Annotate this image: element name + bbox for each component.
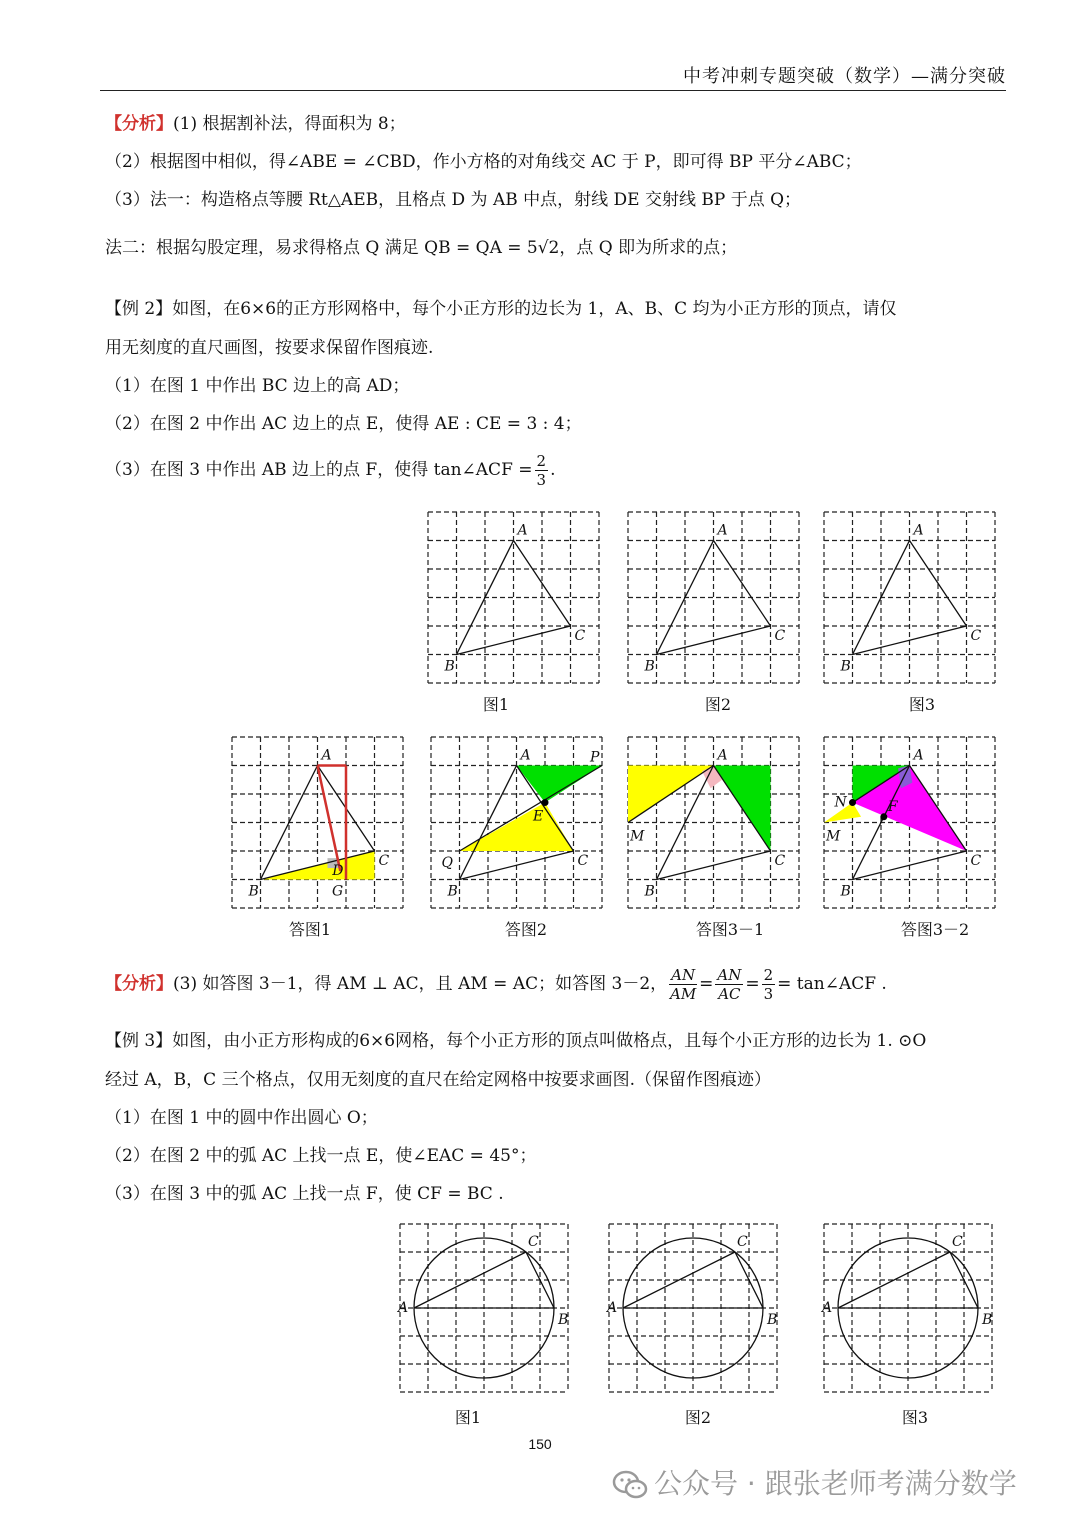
point-dot — [849, 799, 856, 806]
frac-num: 2 — [763, 966, 774, 984]
point-label-b: B — [840, 883, 851, 900]
example2-q2: （2）在图 2 中作出 AC 边上的点 E，使得 AE : CE = 3 : 4； — [105, 414, 582, 434]
frac-num: AN — [717, 966, 742, 984]
example3-q3: （3）在图 3 中的弧 AC 上找一点 F，使 CF = BC . — [105, 1184, 504, 1204]
figure-circle3 — [822, 1222, 994, 1394]
point-label-a: A — [913, 747, 924, 764]
figure-circle2 — [607, 1222, 779, 1394]
example3-line2: 经过 A，B，C 三个格点，仅用无刻度的直尺在给定网格中按要求画图.（保留作图痕迹） — [105, 1070, 771, 1090]
equals-sign: = — [699, 974, 714, 994]
point-label-b: B — [644, 883, 655, 900]
frac-den: 3 — [536, 471, 547, 489]
point-label-a: A — [717, 747, 728, 764]
example2-q3 — [105, 452, 555, 489]
analysis2-line — [105, 966, 887, 1003]
example3-line1: 【例 3】如图，由小正方形构成的6×6网格，每个小正方形的顶点叫做格点，且每个小正方形的边长为 1. ⊙O — [105, 1031, 927, 1051]
point-label-c: C — [952, 1234, 963, 1250]
example2-line1: 【例 2】如图，在6×6的正方形网格中，每个小正方形的边长为 1，A、B、C 均为小正方形的顶点，请仅 — [105, 299, 897, 319]
point-label-c: C — [737, 1234, 748, 1250]
point-label-b: B — [840, 658, 851, 675]
point-label-c: C — [528, 1234, 539, 1250]
figure-ex2-3 — [822, 510, 998, 684]
example3-q1: （1）在图 1 中的圆中作出圆心 O； — [105, 1108, 378, 1128]
figure-ex2-1 — [426, 510, 602, 684]
frac-den: AM — [670, 985, 697, 1003]
point-label-b: B — [644, 658, 655, 675]
fraction — [715, 966, 743, 1003]
frac-num: AN — [671, 966, 696, 984]
header-rule — [100, 90, 1006, 91]
point-label-b: B — [248, 883, 259, 900]
caption-fig2: 图2 — [704, 695, 732, 714]
watermark — [612, 1462, 1017, 1502]
point-label-c: C — [378, 853, 390, 869]
caption-answer3-2: 答图3－2 — [900, 920, 970, 939]
figure-answer3-1 — [626, 735, 802, 909]
example3-q2: （2）在图 2 中的弧 AC 上找一点 E，使∠EAC = 45°； — [105, 1146, 537, 1166]
point-label-d: D — [332, 862, 344, 879]
caption-fig1: 图1 — [482, 695, 510, 714]
point-label-a: A — [913, 522, 924, 539]
point-label-a: A — [517, 522, 528, 539]
fraction — [535, 452, 549, 489]
equals-sign: = — [745, 974, 760, 994]
point-label-b: B — [767, 1312, 778, 1328]
point-label-g: G — [332, 883, 344, 900]
figure-answer3-2 — [822, 735, 998, 909]
figure-ex2-2 — [626, 510, 802, 684]
caption-circle1: 图1 — [454, 1408, 482, 1427]
analysis1-line3: （3）法一：构造格点等腰 Rt△AEB，且格点 D 为 AB 中点，射线 DE 交射线 BP 于点 Q； — [105, 190, 802, 210]
analysis1-text1: (1) 根据割补法，得面积为 8； — [173, 114, 406, 134]
example2-line2: 用无刻度的直尺画图，按要求保留作图痕迹. — [105, 338, 434, 358]
segment — [838, 1252, 950, 1308]
point-label-e: E — [533, 808, 544, 825]
caption-circle2: 图2 — [684, 1408, 712, 1427]
fraction — [669, 966, 697, 1003]
header-title: 中考冲刺专题突破（数学）—满分突破 — [683, 66, 1006, 87]
point-label-a: A — [607, 1300, 618, 1316]
example2-q3-text: （3）在图 3 中作出 AB 边上的点 F，使得 tan∠ACF = — [105, 460, 533, 480]
point-label-c: C — [577, 853, 589, 869]
point-label-a: A — [822, 1300, 833, 1316]
caption-fig3: 图3 — [908, 695, 936, 714]
wechat-icon — [612, 1470, 648, 1500]
point-label-c: C — [970, 628, 982, 644]
analysis1-line2: （2）根据图中相似，得∠ABE = ∠CBD，作小方格的对角线交 AC 于 P，即可得 BP 平分∠ABC； — [105, 152, 862, 172]
analysis-tag: 【分析】 — [105, 114, 173, 134]
figure-answer2 — [429, 735, 605, 909]
point-label-c: C — [774, 628, 786, 644]
frac-den: AC — [718, 985, 741, 1003]
point-label-a: A — [717, 522, 728, 539]
caption-answer2: 答图2 — [504, 920, 548, 939]
caption-circle3: 图3 — [901, 1408, 929, 1427]
point-label-b: B — [558, 1312, 569, 1328]
segment — [623, 1252, 735, 1308]
example2-q3-end: . — [550, 460, 556, 480]
point-label-m: M — [826, 828, 841, 845]
point-label-a: A — [398, 1300, 409, 1316]
frac-num: 2 — [536, 452, 547, 470]
point-label-q: Q — [441, 855, 453, 871]
point-label-n: N — [834, 794, 847, 811]
frac-den: 3 — [763, 985, 774, 1003]
analysis-tag: 【分析】 — [105, 974, 173, 994]
point-dot — [542, 799, 549, 806]
caption-answer3-1: 答图3－1 — [695, 920, 765, 939]
analysis2-end: = tan∠ACF . — [777, 974, 887, 994]
point-label-b: B — [444, 658, 455, 675]
point-label-m: M — [630, 828, 645, 845]
analysis1-line4: 法二：根据勾股定理，易求得格点 Q 满足 QB = QA = 5√2，点 Q 即为所求的点； — [105, 238, 738, 258]
point-label-b: B — [447, 883, 458, 900]
point-dot — [880, 813, 887, 820]
watermark-text: 公众号 · 跟张老师考满分数学 — [654, 1467, 1017, 1500]
point-label-a: A — [520, 747, 531, 764]
example2-q1: （1）在图 1 中作出 BC 边上的高 AD； — [105, 376, 410, 396]
segment — [414, 1252, 526, 1308]
point-label-c: C — [574, 628, 586, 644]
figure-answer1 — [230, 735, 406, 909]
point-label-c: C — [970, 853, 982, 869]
point-label-b: B — [982, 1312, 993, 1328]
page-number: 150 — [528, 1436, 552, 1452]
point-label-a: A — [321, 747, 332, 764]
fraction — [762, 966, 776, 1003]
figure-circle1 — [398, 1222, 570, 1394]
caption-answer1: 答图1 — [288, 920, 332, 939]
red-line — [318, 766, 341, 871]
analysis1-line1 — [105, 112, 406, 136]
point-label-f: F — [887, 798, 898, 815]
point-label-c: C — [774, 853, 786, 869]
analysis2-text: (3) 如答图 3－1，得 AM ⊥ AC，且 AM = AC；如答图 3－2， — [173, 974, 668, 994]
point-label-p: P — [590, 749, 600, 766]
